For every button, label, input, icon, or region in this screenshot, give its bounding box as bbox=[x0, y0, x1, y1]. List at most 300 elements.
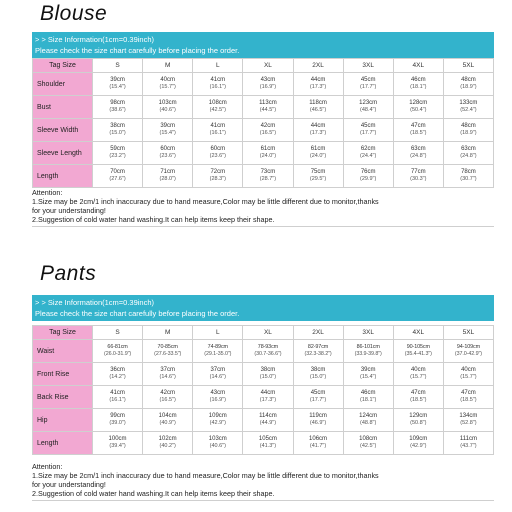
inch-value: (15.7") bbox=[460, 374, 477, 380]
pants-measure-cell bbox=[143, 340, 193, 363]
cm-value: 39cm bbox=[160, 123, 176, 129]
inch-value: (16.5") bbox=[159, 397, 176, 403]
blouse-row-label: Bust bbox=[33, 96, 93, 119]
pants-size-3xl: 3XL bbox=[343, 326, 393, 340]
inch-value: (37.0-42.9") bbox=[454, 351, 482, 357]
cm-value: 45cm bbox=[310, 390, 326, 396]
pants-note-attention: Attention: bbox=[32, 462, 63, 471]
blouse-measure-cell bbox=[443, 119, 493, 142]
cm-value: 41cm bbox=[210, 123, 226, 129]
cm-value: 45cm bbox=[360, 123, 376, 129]
pants-row-label: Hip bbox=[33, 409, 93, 432]
cm-value: 47cm bbox=[410, 390, 426, 396]
cm-value: 90-105cm bbox=[406, 344, 430, 350]
cm-value: 124cm bbox=[359, 413, 378, 419]
blouse-measure-cell bbox=[93, 73, 143, 96]
inch-value: (28.7") bbox=[259, 176, 277, 182]
pants-measure-cell bbox=[193, 409, 243, 432]
pants-measure-cell bbox=[243, 340, 293, 363]
cm-value: 109cm bbox=[208, 413, 227, 419]
blouse-note-attention: Attention: bbox=[32, 188, 63, 197]
blouse-measure-row bbox=[33, 119, 494, 142]
inch-value: (18.1") bbox=[360, 397, 377, 403]
cm-value: 62cm bbox=[360, 146, 376, 152]
pants-measure-cell bbox=[393, 340, 443, 363]
blouse-measure-row bbox=[33, 96, 494, 119]
inch-value: (15.4") bbox=[159, 130, 176, 136]
pants-measure-cell bbox=[293, 340, 343, 363]
cm-value: 104cm bbox=[158, 413, 177, 419]
cm-value: 94-109cm bbox=[456, 344, 481, 350]
inch-value: (30.3") bbox=[410, 176, 427, 182]
pants-measure-cell bbox=[393, 409, 443, 432]
cm-value: 63cm bbox=[461, 146, 476, 152]
blouse-measure-cell bbox=[343, 142, 393, 165]
cm-value: 60cm bbox=[210, 146, 226, 152]
pants-measure-cell bbox=[243, 409, 293, 432]
cm-value: 47cm bbox=[461, 390, 476, 396]
inch-value: (40.6") bbox=[209, 443, 226, 449]
cm-value: 74-89cm bbox=[207, 344, 228, 350]
pants-size-2xl: 2XL bbox=[293, 326, 343, 340]
cm-value: 41cm bbox=[210, 77, 226, 83]
inch-value: (17.7") bbox=[360, 130, 377, 136]
blouse-size-5xl: 5XL bbox=[443, 59, 493, 73]
inch-value: (14.2") bbox=[109, 374, 126, 380]
cm-value: 42cm bbox=[260, 123, 276, 129]
cm-value: 41cm bbox=[110, 390, 125, 396]
cm-value: 82-97cm bbox=[307, 344, 329, 350]
blouse-row-label: Sleeve Length bbox=[33, 142, 93, 165]
inch-value: (24.0") bbox=[309, 153, 327, 159]
cm-value: 43cm bbox=[260, 77, 276, 83]
inch-value: (17.3") bbox=[259, 397, 277, 403]
inch-value: (17.3") bbox=[309, 130, 327, 136]
blouse-measure-cell bbox=[93, 165, 143, 188]
cm-value: 43cm bbox=[210, 390, 226, 396]
blouse-measure-cell bbox=[193, 119, 243, 142]
inch-value: (50.8") bbox=[410, 420, 427, 426]
cm-value: 133cm bbox=[459, 100, 478, 106]
cm-value: 48cm bbox=[461, 77, 476, 83]
cm-value: 47cm bbox=[410, 123, 426, 129]
blouse-measure-cell bbox=[293, 119, 343, 142]
inch-value: (18.5") bbox=[410, 397, 427, 403]
inch-value: (15.4") bbox=[109, 84, 126, 90]
inch-value: (24.8") bbox=[410, 153, 427, 159]
pants-measure-cell bbox=[193, 340, 243, 363]
cm-value: 109cm bbox=[409, 436, 428, 442]
blouse-measure-cell bbox=[143, 142, 193, 165]
inch-value: (18.9") bbox=[460, 84, 477, 90]
cm-value: 38cm bbox=[310, 367, 326, 373]
cm-value: 75cm bbox=[310, 169, 326, 175]
cm-value: 108cm bbox=[208, 100, 227, 106]
pants-info-line2: Please check the size chart carefully before placing the order. bbox=[35, 309, 240, 318]
inch-value: (23.2") bbox=[109, 153, 126, 159]
inch-value: (17.3") bbox=[309, 84, 327, 90]
blouse-measure-cell bbox=[243, 119, 293, 142]
pants-size-xl: XL bbox=[243, 326, 293, 340]
blouse-tag-size-label: Tag Size bbox=[33, 59, 93, 73]
pants-note-1-cont: for your understanding! bbox=[32, 480, 106, 489]
inch-value: (14.6") bbox=[159, 374, 176, 380]
pants-note-2: 2.Suggestion of cold water hand washing.It can help items keep their shape. bbox=[32, 489, 275, 498]
inch-value: (52.4") bbox=[460, 107, 477, 113]
cm-value: 78cm bbox=[461, 169, 476, 175]
cm-value: 59cm bbox=[110, 146, 125, 152]
blouse-header-row bbox=[33, 59, 494, 73]
pants-measure-cell bbox=[143, 432, 193, 455]
pants-measure-cell bbox=[343, 432, 393, 455]
blouse-measure-cell bbox=[393, 119, 443, 142]
cm-value: 102cm bbox=[158, 436, 177, 442]
blouse-title: Blouse bbox=[40, 2, 108, 25]
inch-value: (41.3") bbox=[259, 443, 277, 449]
cm-value: 44cm bbox=[310, 123, 326, 129]
pants-row-label: Back Rise bbox=[33, 386, 93, 409]
blouse-size-4xl: 4XL bbox=[393, 59, 443, 73]
inch-value: (29.1-35.0") bbox=[204, 351, 232, 357]
blouse-measure-cell bbox=[443, 96, 493, 119]
cm-value: 100cm bbox=[108, 436, 127, 442]
blouse-measure-cell bbox=[293, 142, 343, 165]
blouse-measure-cell bbox=[243, 165, 293, 188]
cm-value: 113cm bbox=[259, 100, 277, 106]
cm-value: 78-93cm bbox=[257, 344, 279, 350]
pants-measure-cell bbox=[343, 363, 393, 386]
cm-value: 37cm bbox=[210, 367, 226, 373]
blouse-measure-cell bbox=[143, 73, 193, 96]
inch-value: (32.3-38.2") bbox=[304, 351, 332, 357]
cm-value: 103cm bbox=[158, 100, 177, 106]
inch-value: (15.0") bbox=[309, 374, 327, 380]
pants-measure-row bbox=[33, 409, 494, 432]
blouse-size-2xl: 2XL bbox=[293, 59, 343, 73]
cm-value: 48cm bbox=[461, 123, 476, 129]
blouse-info-line2: Please check the size chart carefully before placing the order. bbox=[35, 46, 240, 55]
blouse-measure-cell bbox=[393, 142, 443, 165]
pants-measure-cell bbox=[143, 386, 193, 409]
cm-value: 45cm bbox=[360, 77, 376, 83]
pants-header-row bbox=[33, 326, 494, 340]
pants-size-l: L bbox=[193, 326, 243, 340]
pants-measure-cell bbox=[143, 363, 193, 386]
pants-size-4xl: 4XL bbox=[393, 326, 443, 340]
blouse-measure-cell bbox=[143, 165, 193, 188]
cm-value: 134cm bbox=[459, 413, 478, 419]
cm-value: 70cm bbox=[110, 169, 125, 175]
pants-measure-cell bbox=[343, 409, 393, 432]
blouse-size-m: M bbox=[143, 59, 193, 73]
inch-value: (14.6") bbox=[209, 374, 226, 380]
pants-measure-cell bbox=[193, 432, 243, 455]
blouse-measure-cell bbox=[193, 96, 243, 119]
inch-value: (27.6") bbox=[109, 176, 126, 182]
blouse-measure-cell bbox=[393, 165, 443, 188]
pants-row-label: Waist bbox=[33, 340, 93, 363]
inch-value: (23.6") bbox=[159, 153, 176, 159]
blouse-measure-cell bbox=[243, 73, 293, 96]
inch-value: (16.9") bbox=[259, 84, 277, 90]
blouse-measure-cell bbox=[193, 73, 243, 96]
pants-measure-row bbox=[33, 386, 494, 409]
inch-value: (16.5") bbox=[259, 130, 277, 136]
inch-value: (50.4") bbox=[410, 107, 427, 113]
cm-value: 118cm bbox=[309, 100, 327, 106]
blouse-note-1-cont: for your understanding! bbox=[32, 206, 106, 215]
blouse-size-3xl: 3XL bbox=[343, 59, 393, 73]
pants-measure-cell bbox=[343, 340, 393, 363]
blouse-note-1: 1.Size may be 2cm/1 inch inaccuracy due to hand measure,Color may be little different due to monitor,thanks bbox=[32, 197, 379, 206]
inch-value: (39.4") bbox=[109, 443, 126, 449]
inch-value: (18.9") bbox=[460, 130, 477, 136]
cm-value: 106cm bbox=[309, 436, 328, 442]
cm-value: 76cm bbox=[360, 169, 376, 175]
pants-tag-size-label: Tag Size bbox=[33, 326, 93, 340]
blouse-measure-cell bbox=[293, 96, 343, 119]
blouse-measure-cell bbox=[443, 142, 493, 165]
pants-measure-cell bbox=[193, 386, 243, 409]
cm-value: 40cm bbox=[461, 367, 476, 373]
blouse-info-bar bbox=[32, 32, 494, 58]
blouse-measure-cell bbox=[293, 165, 343, 188]
inch-value: (17.7") bbox=[360, 84, 377, 90]
inch-value: (42.9") bbox=[209, 420, 226, 426]
pants-measure-cell bbox=[443, 409, 493, 432]
pants-info-bar bbox=[32, 295, 494, 321]
cm-value: 61cm bbox=[310, 146, 326, 152]
pants-measure-cell bbox=[443, 340, 493, 363]
cm-value: 60cm bbox=[160, 146, 176, 152]
cm-value: 105cm bbox=[258, 436, 277, 442]
blouse-size-l: L bbox=[193, 59, 243, 73]
inch-value: (26.0-31.9") bbox=[104, 351, 132, 357]
pants-measure-cell bbox=[293, 432, 343, 455]
cm-value: 72cm bbox=[210, 169, 226, 175]
cm-value: 128cm bbox=[409, 100, 428, 106]
inch-value: (46.9") bbox=[309, 420, 327, 426]
blouse-measure-cell bbox=[293, 73, 343, 96]
inch-value: (27.6-33.5") bbox=[154, 351, 182, 357]
inch-value: (42.9") bbox=[410, 443, 427, 449]
inch-value: (28.0") bbox=[159, 176, 176, 182]
pants-measure-cell bbox=[93, 432, 143, 455]
blouse-measure-cell bbox=[143, 119, 193, 142]
cm-value: 108cm bbox=[359, 436, 378, 442]
inch-value: (24.0") bbox=[259, 153, 277, 159]
blouse-measure-cell bbox=[343, 165, 393, 188]
inch-value: (16.1") bbox=[209, 130, 226, 136]
pants-measure-cell bbox=[393, 363, 443, 386]
blouse-info-line1: > > Size Information(1cm=0.39inch) bbox=[35, 35, 155, 44]
blouse-measure-cell bbox=[443, 165, 493, 188]
inch-value: (15.7") bbox=[159, 84, 176, 90]
cm-value: 44cm bbox=[260, 390, 276, 396]
cm-value: 46cm bbox=[410, 77, 426, 83]
blouse-row-label: Length bbox=[33, 165, 93, 188]
blouse-measure-cell bbox=[193, 142, 243, 165]
inch-value: (29.5") bbox=[309, 176, 327, 182]
pants-measure-cell bbox=[243, 432, 293, 455]
cm-value: 46cm bbox=[360, 390, 376, 396]
blouse-measure-cell bbox=[143, 96, 193, 119]
cm-value: 44cm bbox=[310, 77, 326, 83]
inch-value: (18.1") bbox=[410, 84, 427, 90]
inch-value: (18.5") bbox=[460, 397, 477, 403]
pants-size-m: M bbox=[143, 326, 193, 340]
pants-row-label: Length bbox=[33, 432, 93, 455]
blouse-measure-cell bbox=[243, 142, 293, 165]
blouse-measure-cell bbox=[243, 96, 293, 119]
pants-row-label: Front Rise bbox=[33, 363, 93, 386]
cm-value: 42cm bbox=[160, 390, 176, 396]
pants-measure-cell bbox=[93, 386, 143, 409]
blouse-measure-cell bbox=[193, 165, 243, 188]
blouse-size-table bbox=[32, 58, 494, 188]
cm-value: 40cm bbox=[160, 77, 176, 83]
cm-value: 66-81cm bbox=[107, 344, 128, 350]
cm-value: 77cm bbox=[410, 169, 426, 175]
pants-size-table bbox=[32, 325, 494, 455]
pants-measure-row bbox=[33, 340, 494, 363]
cm-value: 36cm bbox=[110, 367, 125, 373]
cm-value: 103cm bbox=[208, 436, 227, 442]
inch-value: (30.7-36.6") bbox=[254, 351, 282, 357]
pants-size-s: S bbox=[93, 326, 143, 340]
inch-value: (39.0") bbox=[109, 420, 126, 426]
pants-measure-cell bbox=[93, 409, 143, 432]
blouse-size-xl: XL bbox=[243, 59, 293, 73]
pants-size-5xl: 5XL bbox=[443, 326, 493, 340]
inch-value: (33.9-39.8") bbox=[354, 351, 382, 357]
pants-measure-cell bbox=[393, 386, 443, 409]
blouse-row-label: Sleeve Width bbox=[33, 119, 93, 142]
inch-value: (15.0") bbox=[259, 374, 277, 380]
inch-value: (40.9") bbox=[159, 420, 176, 426]
blouse-note-2: 2.Suggestion of cold water hand washing.It can help items keep their shape. bbox=[32, 215, 275, 224]
blouse-measure-cell bbox=[443, 73, 493, 96]
pants-measure-cell bbox=[443, 363, 493, 386]
cm-value: 123cm bbox=[359, 100, 378, 106]
pants-measure-cell bbox=[193, 363, 243, 386]
pants-measure-cell bbox=[343, 386, 393, 409]
inch-value: (15.4") bbox=[360, 374, 377, 380]
blouse-measure-row bbox=[33, 73, 494, 96]
blouse-notes bbox=[32, 188, 494, 227]
cm-value: 114cm bbox=[259, 413, 277, 419]
pants-measure-cell bbox=[243, 363, 293, 386]
blouse-measure-cell bbox=[393, 96, 443, 119]
inch-value: (43.7") bbox=[460, 443, 477, 449]
pants-measure-cell bbox=[93, 363, 143, 386]
blouse-measure-cell bbox=[93, 119, 143, 142]
inch-value: (30.7") bbox=[460, 176, 477, 182]
pants-measure-cell bbox=[293, 409, 343, 432]
cm-value: 70-85cm bbox=[157, 344, 178, 350]
blouse-measure-cell bbox=[343, 119, 393, 142]
inch-value: (48.8") bbox=[360, 420, 377, 426]
inch-value: (42.5") bbox=[209, 107, 226, 113]
inch-value: (40.2") bbox=[159, 443, 176, 449]
inch-value: (16.9") bbox=[209, 397, 226, 403]
cm-value: 38cm bbox=[110, 123, 125, 129]
cm-value: 98cm bbox=[110, 100, 125, 106]
blouse-size-s: S bbox=[93, 59, 143, 73]
inch-value: (44.5") bbox=[259, 107, 277, 113]
pants-measure-row bbox=[33, 432, 494, 455]
inch-value: (16.1") bbox=[209, 84, 226, 90]
blouse-measure-cell bbox=[93, 142, 143, 165]
cm-value: 86-101cm bbox=[356, 344, 380, 350]
inch-value: (24.4") bbox=[360, 153, 377, 159]
blouse-measure-cell bbox=[393, 73, 443, 96]
pants-info-line1: > > Size Information(1cm=0.39inch) bbox=[35, 298, 155, 307]
inch-value: (15.0") bbox=[109, 130, 126, 136]
cm-value: 38cm bbox=[260, 367, 276, 373]
pants-measure-row bbox=[33, 363, 494, 386]
inch-value: (24.8") bbox=[460, 153, 477, 159]
inch-value: (28.3") bbox=[209, 176, 226, 182]
cm-value: 39cm bbox=[360, 367, 376, 373]
blouse-measure-row bbox=[33, 165, 494, 188]
cm-value: 129cm bbox=[409, 413, 428, 419]
inch-value: (35.4-41.3") bbox=[404, 351, 432, 357]
pants-measure-cell bbox=[443, 386, 493, 409]
cm-value: 111cm bbox=[459, 436, 477, 442]
blouse-row-label: Shoulder bbox=[33, 73, 93, 96]
inch-value: (29.9") bbox=[360, 176, 377, 182]
inch-value: (41.7") bbox=[309, 443, 327, 449]
cm-value: 71cm bbox=[160, 169, 176, 175]
cm-value: 40cm bbox=[410, 367, 426, 373]
cm-value: 39cm bbox=[110, 77, 125, 83]
pants-measure-cell bbox=[443, 432, 493, 455]
blouse-measure-cell bbox=[343, 96, 393, 119]
inch-value: (18.5") bbox=[410, 130, 427, 136]
blouse-measure-row bbox=[33, 142, 494, 165]
pants-note-1: 1.Size may be 2cm/1 inch inaccuracy due to hand measure,Color may be little different due to monitor,thanks bbox=[32, 471, 379, 480]
blouse-measure-cell bbox=[343, 73, 393, 96]
cm-value: 119cm bbox=[309, 413, 327, 419]
inch-value: (15.7") bbox=[410, 374, 427, 380]
pants-measure-cell bbox=[93, 340, 143, 363]
inch-value: (44.9") bbox=[259, 420, 277, 426]
inch-value: (17.7") bbox=[309, 397, 327, 403]
cm-value: 63cm bbox=[410, 146, 426, 152]
cm-value: 37cm bbox=[160, 367, 176, 373]
pants-notes bbox=[32, 462, 494, 501]
inch-value: (52.8") bbox=[460, 420, 477, 426]
pants-measure-cell bbox=[393, 432, 443, 455]
inch-value: (46.5") bbox=[309, 107, 327, 113]
cm-value: 99cm bbox=[110, 413, 125, 419]
pants-measure-cell bbox=[143, 409, 193, 432]
inch-value: (23.6") bbox=[209, 153, 226, 159]
blouse-measure-cell bbox=[93, 96, 143, 119]
inch-value: (16.1") bbox=[109, 397, 126, 403]
pants-measure-cell bbox=[243, 386, 293, 409]
pants-title: Pants bbox=[40, 262, 97, 285]
pants-measure-cell bbox=[293, 363, 343, 386]
inch-value: (48.4") bbox=[360, 107, 377, 113]
pants-measure-cell bbox=[293, 386, 343, 409]
inch-value: (38.6") bbox=[109, 107, 126, 113]
cm-value: 73cm bbox=[260, 169, 276, 175]
cm-value: 61cm bbox=[260, 146, 276, 152]
inch-value: (42.5") bbox=[360, 443, 377, 449]
inch-value: (40.6") bbox=[159, 107, 176, 113]
